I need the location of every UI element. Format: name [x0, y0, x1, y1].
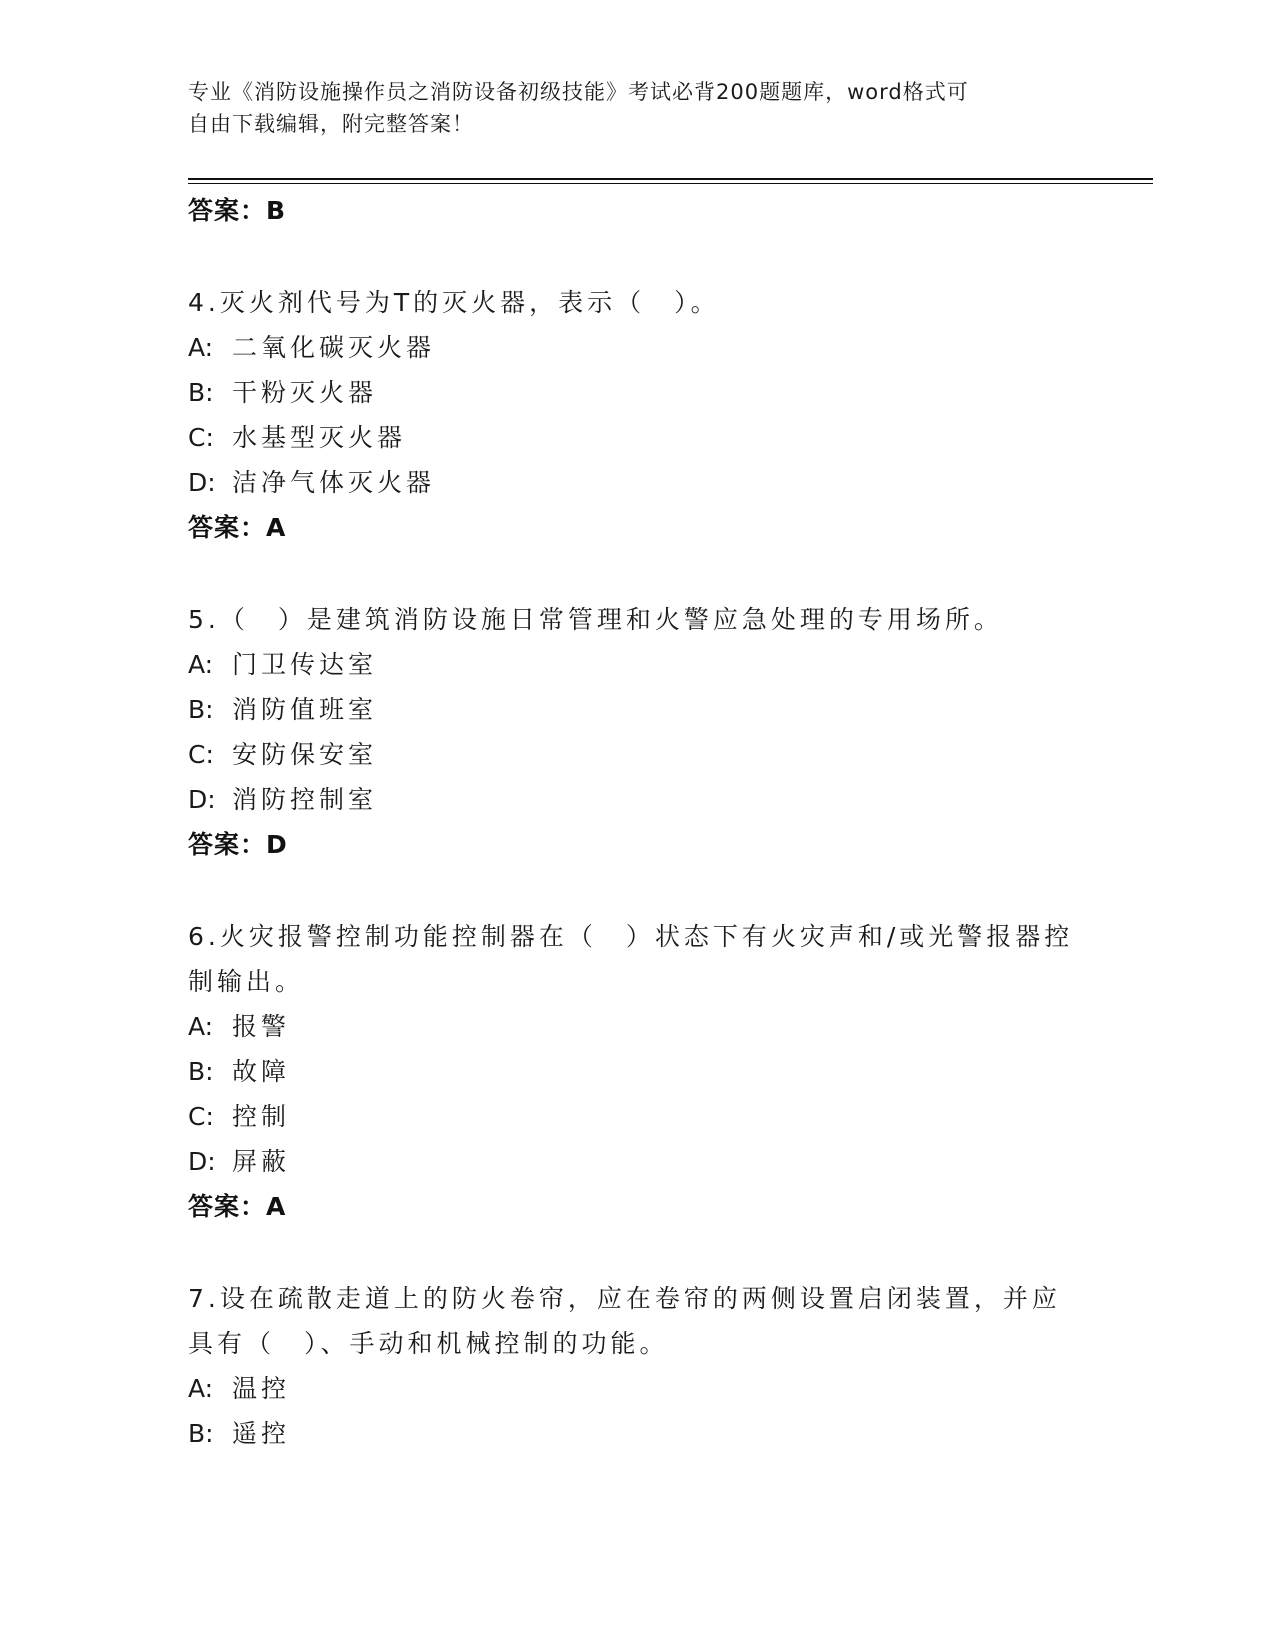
question-text: 4.灭火剂代号为T的灭火器，表示（ ）。	[188, 288, 720, 317]
page-header	[188, 76, 1068, 140]
header-line-1: 专业《消防设施操作员之消防设备初级技能》考试必背200题题库，word格式可	[188, 80, 969, 104]
header-divider-thin	[188, 183, 1153, 184]
option-letter: C:	[188, 423, 214, 452]
option-letter: C:	[188, 740, 214, 769]
answer-line: 答案：B	[188, 196, 287, 225]
question-spacer	[188, 1229, 1088, 1276]
option-row	[188, 1411, 1088, 1456]
option-row	[188, 415, 1088, 460]
question-list	[188, 188, 1088, 1456]
answer-line: 答案：A	[188, 1192, 287, 1221]
answer-line: 答案：A	[188, 513, 287, 542]
option-row	[188, 1094, 1088, 1139]
option-row	[188, 460, 1088, 505]
option-text: 二氧化碳灭火器	[232, 333, 436, 362]
option-letter: A:	[188, 1012, 214, 1041]
option-text: 门卫传达室	[232, 650, 378, 679]
option-letter: B:	[188, 1057, 214, 1086]
option-letter: D:	[188, 1147, 216, 1176]
header-divider-thick	[188, 178, 1153, 180]
option-row	[188, 370, 1088, 415]
option-row	[188, 642, 1088, 687]
option-text: 消防值班室	[232, 695, 378, 724]
option-letter: A:	[188, 333, 214, 362]
option-letter: C:	[188, 1102, 214, 1131]
answer-line: 答案：D	[188, 830, 288, 859]
option-text: 遥控	[232, 1419, 291, 1448]
option-text: 安防保安室	[232, 740, 378, 769]
option-text: 洁净气体灭火器	[232, 468, 436, 497]
option-row	[188, 1049, 1088, 1094]
option-letter: D:	[188, 468, 216, 497]
option-letter: A:	[188, 650, 214, 679]
question-text: 5.（ ）是建筑消防设施日常管理和火警应急处理的专用场所。	[188, 605, 1003, 634]
option-row	[188, 1004, 1088, 1049]
option-letter: B:	[188, 378, 214, 407]
option-text: 故障	[232, 1057, 291, 1086]
option-row	[188, 687, 1088, 732]
question-text: 6.火灾报警控制功能控制器在（ ）状态下有火灾声和/或光警报器控	[188, 922, 1074, 951]
option-text: 控制	[232, 1102, 291, 1131]
question-text: 制输出。	[188, 967, 305, 996]
option-text: 温控	[232, 1374, 291, 1403]
option-text: 屏蔽	[232, 1147, 291, 1176]
question-block	[188, 914, 1088, 1229]
question-spacer	[188, 550, 1088, 597]
option-row	[188, 325, 1088, 370]
option-text: 消防控制室	[232, 785, 378, 814]
question-block	[188, 280, 1088, 550]
question-spacer	[188, 867, 1088, 914]
question-block	[188, 1276, 1088, 1456]
option-text: 水基型灭火器	[232, 423, 407, 452]
option-row	[188, 732, 1088, 777]
option-text: 报警	[232, 1012, 291, 1041]
option-row	[188, 1366, 1088, 1411]
option-text: 干粉灭火器	[232, 378, 378, 407]
option-row	[188, 777, 1088, 822]
question-spacer	[188, 233, 1088, 280]
option-letter: A:	[188, 1374, 214, 1403]
header-line-2: 自由下载编辑，附完整答案！	[188, 112, 474, 136]
question-text: 具有（ ）、手动和机械控制的功能。	[188, 1329, 669, 1358]
question-text: 7.设在疏散走道上的防火卷帘，应在卷帘的两侧设置启闭装置，并应	[188, 1284, 1061, 1313]
option-row	[188, 1139, 1088, 1184]
question-block	[188, 597, 1088, 867]
option-letter: B:	[188, 1419, 214, 1448]
option-letter: D:	[188, 785, 216, 814]
option-letter: B:	[188, 695, 214, 724]
